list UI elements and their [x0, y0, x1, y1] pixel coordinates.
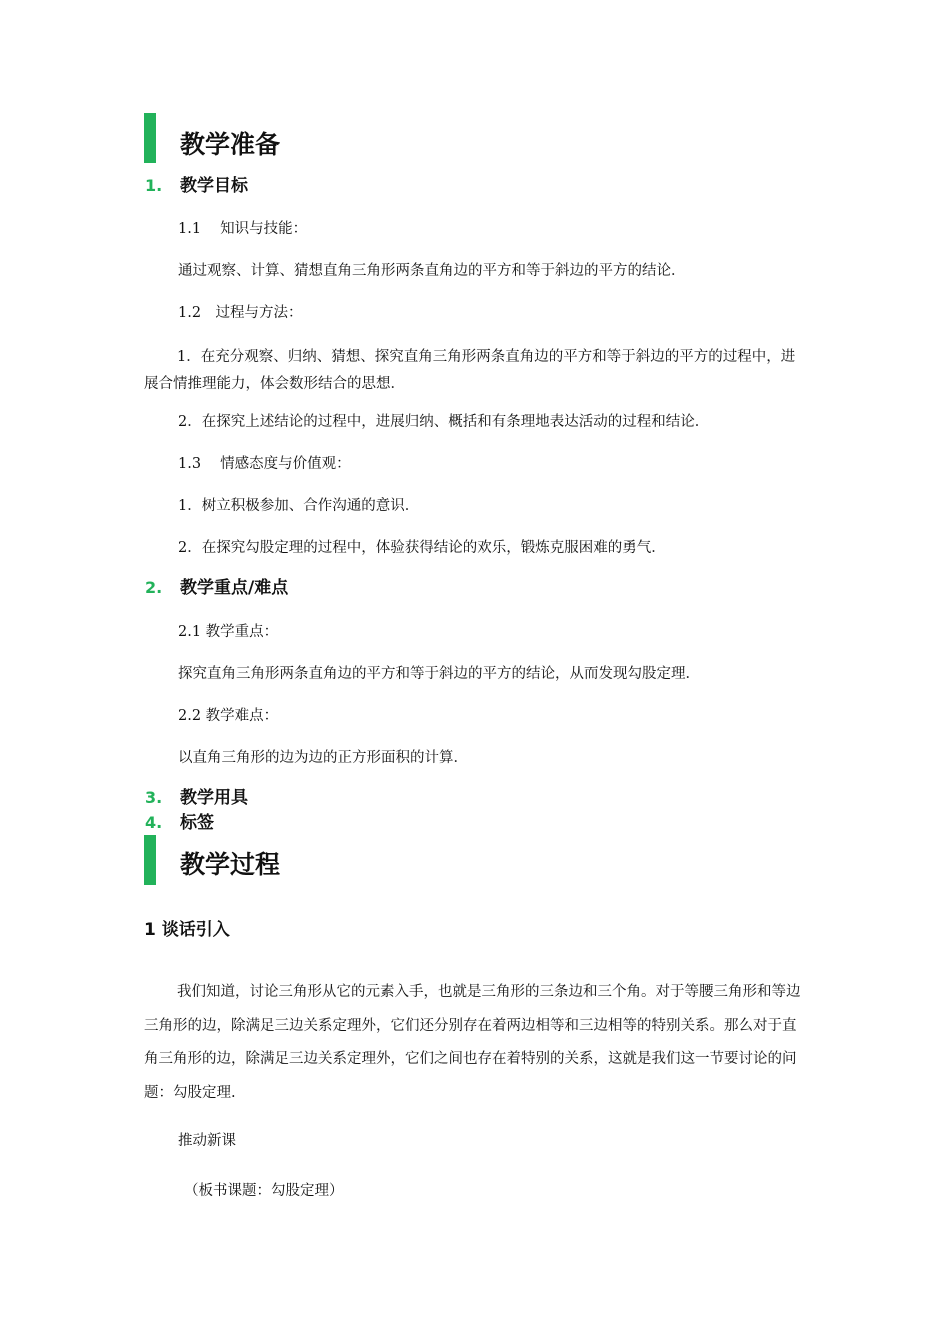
- paragraph-attitude-1: 1．树立积极参加、合作沟通的意识．: [178, 498, 420, 514]
- subheading-difficult-point: 2.2 教学难点：: [178, 708, 279, 724]
- section-title-preparation: 教学准备: [180, 130, 281, 159]
- list-number: 1.: [145, 176, 163, 195]
- section-accent-bar: [144, 113, 156, 163]
- paragraph-board-title: （板书课题：勾股定理）: [184, 1183, 344, 1199]
- paragraph-intro: 我们知道，讨论三角形从它的元素入手，也就是三角形的三条边和三个角。对于等腰三角形和等边三角形的边，除满足三边关系定理外，它们还分别存在着两边相等和三边相等的特别关系。那么对于直角三角形的边，除满足三边关系定理外，它们之间也存在着特别的关系，这就是我们这一节要讨论的问题：勾股定理.: [144, 984, 801, 1101]
- subheading-attitude-values: 1.3 情感态度与价值观：: [178, 456, 351, 472]
- paragraph-knowledge-skills: 通过观察、计算、猜想直角三角形两条直角边的平方和等于斜边的平方的结论．: [178, 263, 686, 279]
- paragraph-attitude-2: 2．在探究勾股定理的过程中，体验获得结论的欢乐，锻炼克服困难的勇气．: [178, 540, 666, 556]
- section-title-process: 教学过程: [180, 850, 281, 879]
- paragraph-process-1: 1．在充分观察、归纳、猜想、探究直角三角形两条直角边的平方和等于斜边的平方的过程中，进展合情推理能力，体会数形结合的思想．: [144, 349, 796, 392]
- list-number: 4.: [145, 813, 163, 832]
- heading-key-difficult-points: 教学重点/难点: [180, 578, 289, 598]
- section-accent-bar: [144, 835, 156, 885]
- subheading-knowledge-skills: 1.1 知识与技能：: [178, 221, 308, 237]
- paragraph-process-2: 2．在探究上述结论的过程中，进展归纳、概括和有条理地表达活动的过程和结论．: [178, 414, 710, 430]
- subheading-key-point: 2.1 教学重点：: [178, 624, 279, 640]
- paragraph-new-lesson: 推动新课: [178, 1133, 236, 1149]
- heading-teaching-tools: 教学用具: [180, 788, 248, 808]
- heading-teaching-goals: 教学目标: [180, 176, 248, 196]
- paragraph-key-point: 探究直角三角形两条直角边的平方和等于斜边的平方的结论，从而发现勾股定理．: [178, 666, 700, 682]
- subheading-process-methods: 1.2 过程与方法：: [178, 305, 303, 321]
- list-number: 3.: [145, 788, 163, 807]
- list-number: 2.: [145, 578, 163, 597]
- paragraph-difficult-point: 以直角三角形的边为边的正方形面积的计算．: [178, 750, 468, 766]
- subheading-intro-talk: 1 谈话引入: [144, 920, 230, 940]
- heading-tags: 标签: [180, 813, 214, 833]
